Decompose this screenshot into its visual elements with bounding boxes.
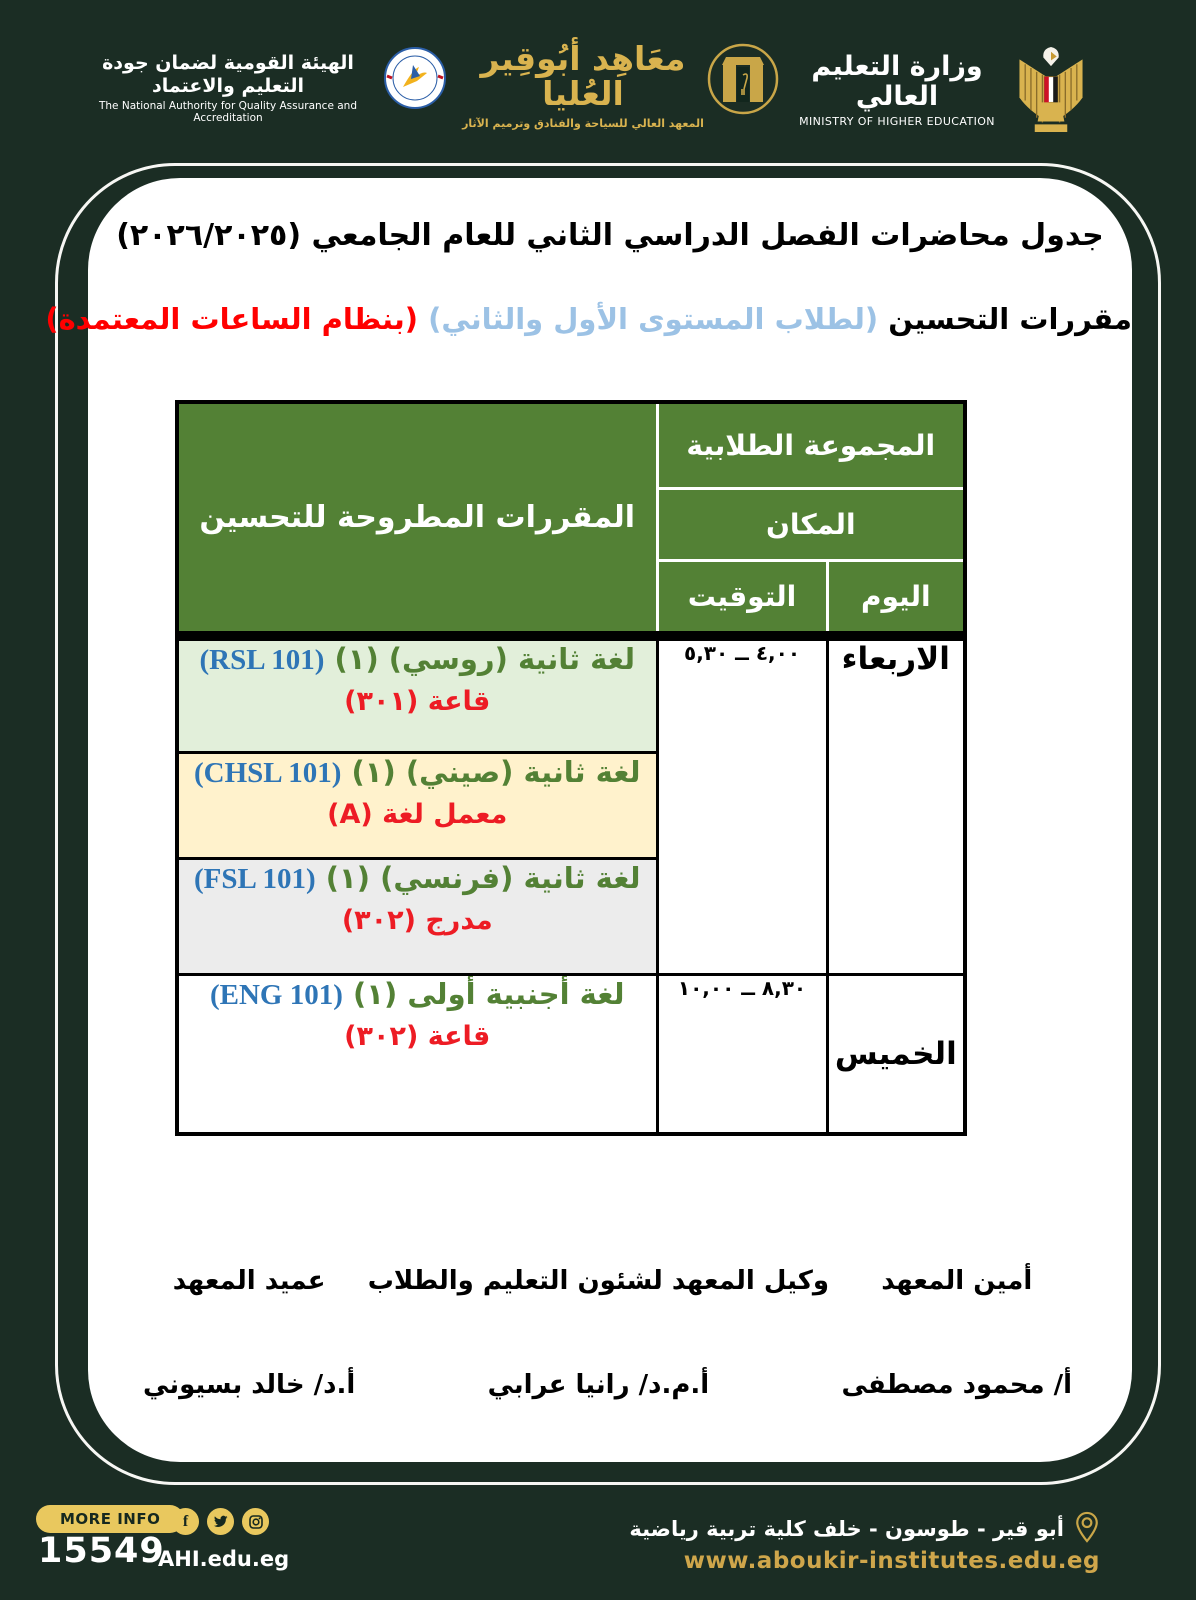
subtitle-credit-hours-part: (بنظام الساعات المعتمدة) (45, 302, 418, 336)
signature-dean-name: أ.د/ خالد بسيوني (143, 1370, 356, 1400)
course-russian-room: قاعة (٣٠١) (344, 686, 491, 718)
signature-vice-dean-name: أ.م.د/ رانيا عرابي (487, 1370, 710, 1400)
address-text: أبو قير - طوسون - خلف كلية تربية رياضية (629, 1517, 1064, 1541)
course-english-cell (177, 974, 657, 1134)
more-info-badge: MORE INFO (36, 1505, 184, 1533)
course-chinese-code: (CHSL 101) (193, 756, 342, 789)
facebook-icon[interactable]: f (172, 1508, 199, 1535)
course-french-cell (177, 858, 657, 974)
aboukir-name-calligraphy: معَاهِد أبُوقِير العُليا (480, 39, 686, 113)
signature-secretary (842, 1266, 1072, 1400)
instagram-icon[interactable] (242, 1508, 269, 1535)
signatures-row (88, 1266, 1132, 1400)
time-wednesday-cell: ٤,٠٠ ــ ٥,٣٠ (657, 636, 827, 974)
course-chinese-name: لغة ثانية (صيني) (١) (351, 754, 641, 789)
subtitle-courses-part: مقررات التحسين (888, 302, 1132, 336)
table-row (177, 974, 965, 1134)
aboukir-institutes-logo (452, 39, 714, 131)
signature-vice-dean (368, 1266, 829, 1400)
course-english-code: (ENG 101) (209, 978, 343, 1011)
header-place: المكان (657, 488, 965, 560)
course-french-name: لغة ثانية (فرنسي) (١) (325, 860, 641, 895)
schedule-table (175, 400, 967, 1136)
ministry-name-english: MINISTRY OF HIGHER EDUCATION (799, 115, 995, 129)
day-thursday-cell: الخميس (827, 974, 965, 1134)
table-row (177, 636, 965, 752)
schedule-card (45, 178, 1132, 1462)
twitter-icon[interactable] (207, 1508, 234, 1535)
header-day: اليوم (827, 560, 965, 636)
signature-dean-title: عميد المعهد (172, 1266, 326, 1296)
course-chinese-cell (177, 752, 657, 858)
naqaa-title-arabic: الهيئة القومية لضمان جودة التعليم والاعتماد (102, 52, 354, 97)
header-student-group: المجموعة الطلابية (657, 402, 965, 488)
subtitle-levels-part: (لطلاب المستوى الأول والثاني) (428, 302, 879, 336)
course-english-room: قاعة (٣٠٢) (344, 1020, 491, 1052)
day-wednesday-cell: الاربعاء (827, 636, 965, 974)
course-russian-code: (RSL 101) (199, 644, 325, 676)
signature-secretary-name: أ/ محمود مصطفى (841, 1370, 1072, 1400)
course-french-room: مدرج (٣٠٢) (341, 904, 493, 936)
ministry-logo-text (792, 52, 1002, 128)
location-pin-icon (1074, 1510, 1100, 1548)
course-russian-name: لغة ثانية (روسي) (١) (334, 642, 636, 676)
schedule-subtitle (45, 302, 1132, 336)
course-russian-cell (177, 636, 657, 752)
temple-emblem-icon (706, 42, 780, 116)
signature-dean (143, 1266, 355, 1400)
naqaa-title-english: The National Authority for Quality Assurance and Accreditation (98, 99, 358, 124)
schedule-table-wrapper (175, 400, 967, 1136)
short-website-link[interactable]: AHI.edu.eg (158, 1547, 290, 1571)
schedule-title: جدول محاضرات الفصل الدراسي الثاني للعام الجامعي (٢٠٢٦/٢٠٢٥) (116, 218, 1104, 253)
signature-secretary-title: أمين المعهد (881, 1266, 1033, 1296)
ministry-name-arabic: وزارة التعليم العالي (811, 51, 983, 112)
social-icons-group (172, 1508, 269, 1535)
hotline-number: 15549 (38, 1531, 165, 1571)
course-english-name: لغة أجنبية أولى (١) (353, 976, 625, 1011)
header-time: التوقيت (657, 560, 827, 636)
naqaa-authority-title (78, 52, 378, 124)
signature-vice-dean-title: وكيل المعهد لشئون التعليم والطلاب (367, 1266, 829, 1296)
website-link[interactable]: www.aboukir-institutes.edu.eg (683, 1548, 1100, 1574)
aboukir-institute-subtitle: المعهد العالي للسياحة والفنادق وترميم الآثار (462, 117, 704, 131)
address-block (629, 1510, 1100, 1548)
egypt-eagle-emblem-icon (1008, 38, 1094, 142)
course-chinese-room: معمل لغة (A) (327, 798, 508, 830)
time-thursday-cell: ٨,٣٠ ــ ١٠,٠٠ (657, 974, 827, 1134)
course-french-code: (FSL 101) (194, 862, 316, 895)
header-offered-courses: المقررات المطروحة للتحسين (177, 402, 657, 636)
naqaa-logo-icon (383, 46, 447, 110)
top-logo-bar (0, 0, 1196, 165)
